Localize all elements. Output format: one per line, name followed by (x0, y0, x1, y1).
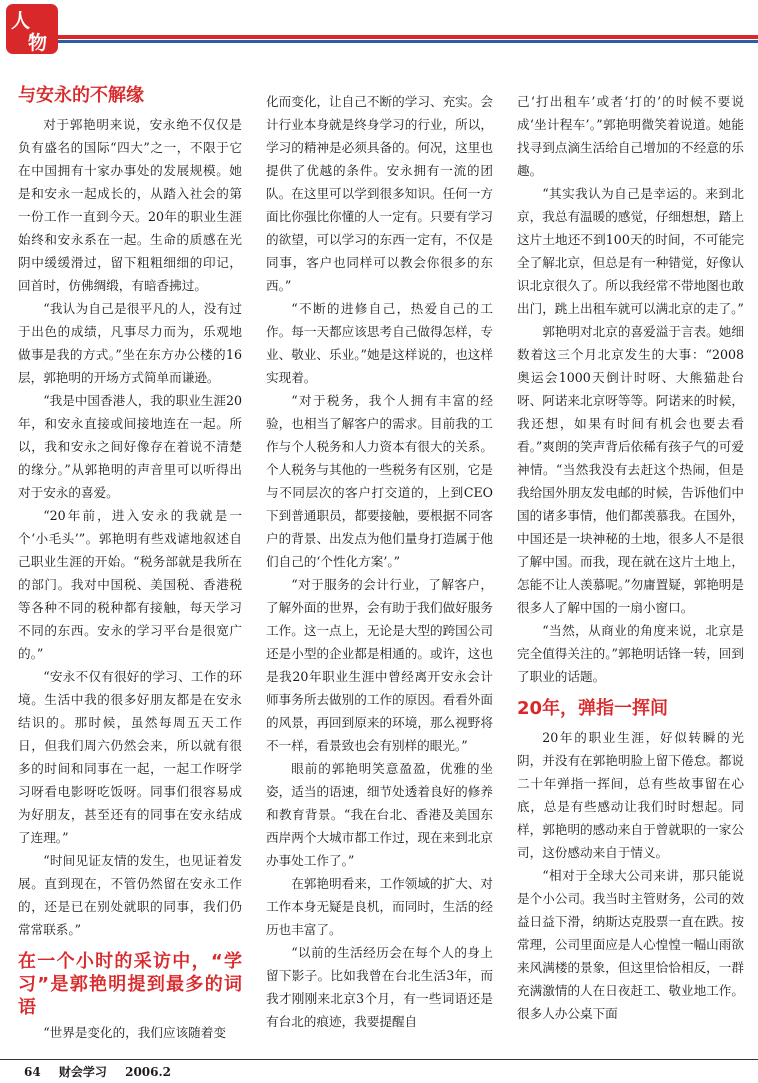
column-3 (517, 90, 744, 1025)
paragraph: “时间见证友情的发生，也见证着发展。直到现在，不管仍然留在安永工作的，还是已在别处就职的同事，我们仍常常联系。” (18, 853, 242, 937)
column-2 (266, 90, 493, 1033)
section-heading-3: 20年，弹指一挥间 (517, 698, 669, 719)
section-heading-1: 与安永的不解缘 (18, 85, 144, 106)
paragraph: “安永不仅有很好的学习、工作的环境。生活中我的很多好朋友都是在安永结识的。那时候，虽然每周五天工作日，但我们周六仍然会来，所以就有很多的时间和同事在一起，一起工作呀学习呀看电影呀吃饭呀。同事们很容易成为好朋友，甚至还有的同事在安永结成了连理。” (18, 669, 242, 845)
page-number: 64 (24, 1065, 41, 1079)
paragraph: “20年前，进入安永的我就是一个‘小毛头’”。郭艳明有些戏谑地叙述自己职业生涯的开始。“税务部就是我所在的部门。我对中国税、美国税、香港税等各种不同的税种都有接触，每天学习不同的东西。安永的学习平台是很宽广的。” (18, 508, 242, 661)
page-footer (24, 1063, 185, 1080)
header-rule-blue (58, 40, 758, 43)
paragraph: 己‘打出租车’或者‘打的’的时候不要说成‘坐计程车’。”郭艳明微笑着说道。她能找寻到点滴生活给自己增加的不经意的乐趣。 (517, 94, 744, 178)
paragraph: “不断的进修自己，热爱自己的工作。每一天都应该思考自己做得怎样，专业、敬业、乐业。”她是这样说的，也这样实现着。 (266, 301, 493, 385)
column-1 (18, 84, 242, 1044)
magazine-name: 财会学习 (58, 1065, 107, 1079)
paragraph: 在郭艳明看来，工作领域的扩大、对工作本身无疑是良机，而同时，生活的经历也丰富了。 (266, 876, 493, 937)
paragraph: 对于郭艳明来说，安永绝不仅仅是负有盛名的国际“四大”之一，不限于它在中国拥有十家办事处的发展规模。她是和安永一起成长的，从踏入社会的第一份工作一直到今天。20年的职业生涯始终和安永系在一起。生命的质感在光阴中缓缓滑过，留下粗粗细细的印记，回首时，仿佛绸缎，有暗香拂过。 (18, 117, 242, 293)
paragraph: “世界是变化的，我们应该随着变 (43, 1025, 226, 1040)
section-badge (6, 4, 58, 54)
paragraph: 眼前的郭艳明笑意盈盈，优雅的坐姿，适当的语速，细节处透着良好的修养和教育背景。“我在台北、香港及美国东西岸两个大城市都工作过，现在来到北京办事处工作了。” (266, 761, 493, 868)
paragraph: “对于税务，我个人拥有丰富的经验，也相当了解客户的需求。目前我的工作与个人税务和人力资本有很大的关系。个人税务与其他的一些税务有区别，它是与不同层次的客户打交道的，上到CEO下到普通职员，都要接触，要根据不同客户的背景、出发点为他们量身打造属于他们自己的‘个性化方案’。” (266, 393, 493, 569)
section-heading-2: 在一个小时的采访中，“学习”是郭艳明提到最多的词语 (18, 951, 242, 1018)
paragraph: “以前的生活经历会在每个人的身上留下影子。比如我曾在台北生活3年，而我才刚刚来北京3个月，有一些词语还是有台北的痕迹，我要提醒自 (266, 945, 493, 1029)
paragraph: “相对于全球大公司来讲，那只能说是个小公司。我当时主管财务，公司的效益日益下滑，纳斯达克股票一直在跌。按常理，公司里面应是人心惶惶一幅山雨欲来风满楼的景象，但这里恰恰相反，一群充满激情的人在日夜赶工、敬业地工作。很多人办公桌下面 (517, 868, 744, 1021)
paragraph: “其实我认为自己是幸运的。来到北京，我总有温暖的感觉，仔细想想，踏上这片土地还不到100天的时间，不可能完全了解北京，但总是有一种错觉，好像认识北京很久了。所以我经常不带地图也敢出门，跳上出租车就可以满北京的走了。” (517, 186, 744, 316)
paragraph: 郭艳明对北京的喜爱溢于言表。她细数着这三个月北京发生的大事：“2008奥运会1000天倒计时呀、大熊猫赴台呀、阿诺来北京呀等等。阿诺来的时候，我还想，如果有时间有机会也要去看看。”爽朗的笑声背后依稀有孩子气的可爱神情。“当然我没有去赶这个热闹，但是我给国外朋友发电邮的时候，告诉他们中国的诸多事情，他们都羡慕我。在国外，中国还是一块神秘的土地，很多人不是很了解中国。而我，现在就在这片土地上，怎能不让人羡慕呢。”勿庸置疑，郭艳明是很多人了解中国的一扇小窗口。 (517, 324, 744, 615)
paragraph: “我是中国香港人，我的职业生涯20年，和安永直接或间接地连在一起。所以，我和安永之间好像存在着说不清楚的缘分。”从郭艳明的声音里可以听得出对于安永的喜爱。 (18, 393, 242, 500)
header-rule-red (58, 35, 758, 39)
paragraph: 化而变化，让自己不断的学习、充实。会计行业本身就是终身学习的行业，所以，学习的精神是必须具备的。何况，这里也提供了优越的条件。安永拥有一流的团队。在这里可以学到很多知识。任何一方面比你强比你懂的人一定有。只要有学习的欲望，可以学习的东西一定有，不仅是同事，客户也同样可以教会你很多的东西。” (266, 94, 493, 293)
paragraph: “对于服务的会计行业，了解客户，了解外面的世界，会有助于我们做好服务工作。这一点上，无论是大型的跨国公司还是小型的企业都是相通的。或许，这也是我20年职业生涯中曾经离开安永会计师事务所去做别的工作的原因。看看外面的风景，再回到原来的环境，那么视野将不一样，看景致也会有别样的眼光。” (266, 577, 493, 753)
paragraph: “我认为自己是很平凡的人，没有过于出色的成绩，凡事尽力而为，乐观地做事是我的方式。”坐在东方办公楼的16层，郭艳明的开场方式简单而谦逊。 (18, 301, 242, 385)
section-badge-char-1: 人 (11, 10, 31, 32)
section-badge-char-2: 物 (28, 32, 48, 54)
paragraph: “当然，从商业的角度来说，北京是完全值得关注的。”郭艳明话锋一转，回到了职业的话题。 (517, 623, 744, 684)
issue-number: 2006.2 (125, 1065, 172, 1079)
footer-rule (0, 1059, 758, 1060)
paragraph: 20年的职业生涯，好似转瞬的光阴，并没有在郭艳明脸上留下倦怠。都说二十年弹指一挥间，总有些故事留在心底，总是有些感动让我们时时想起。同样，郭艳明的感动来自于曾就职的一家公司，这份感动来自于情义。 (517, 730, 744, 860)
